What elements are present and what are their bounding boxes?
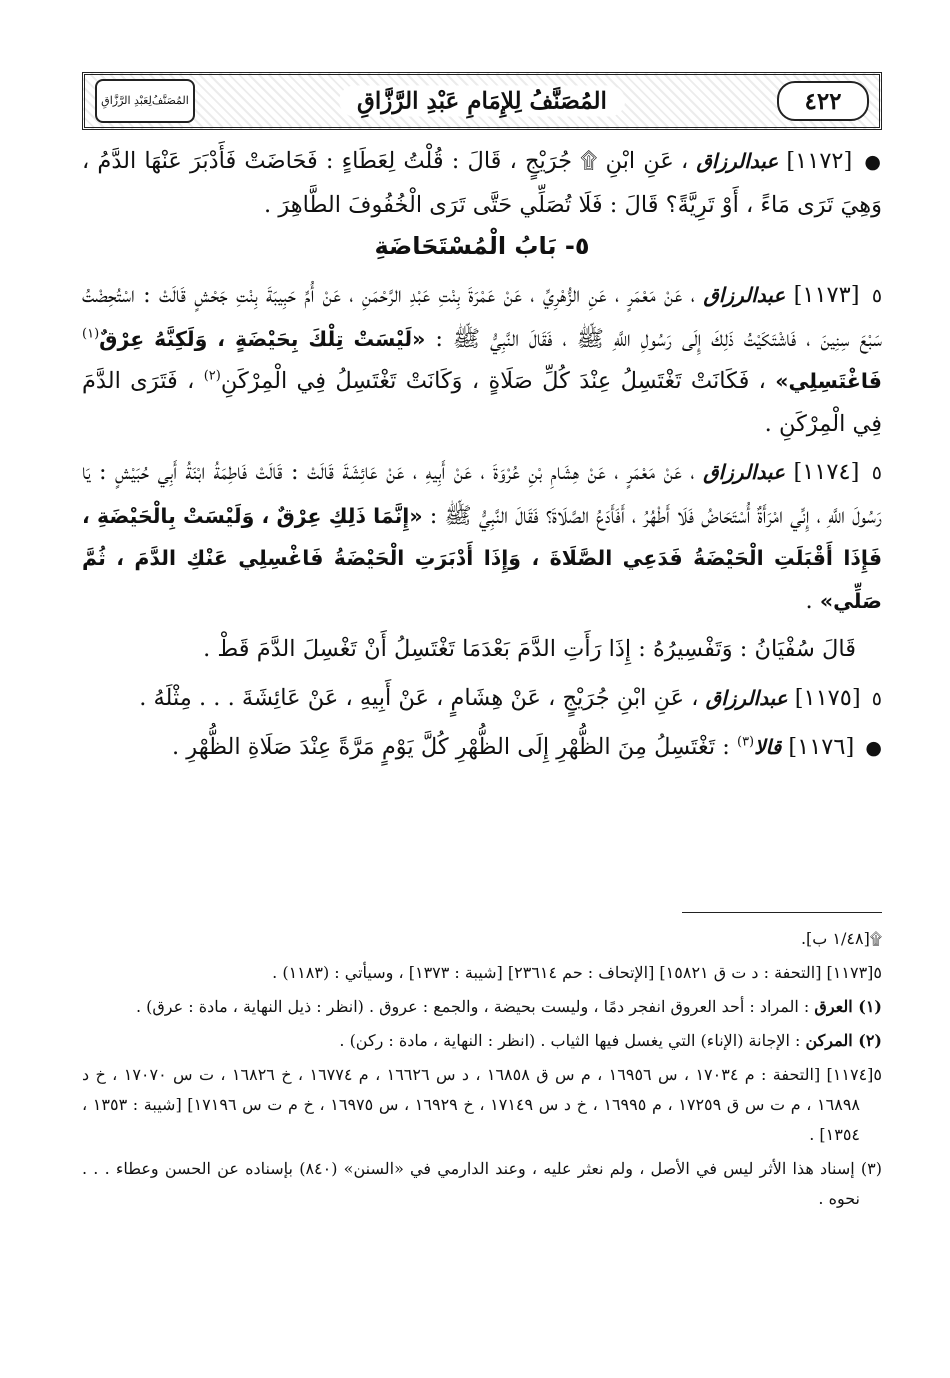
narrator-name: عبدالرزاق: [703, 283, 786, 307]
hadith-1176: [82, 726, 882, 770]
hadith-1174: [82, 451, 882, 622]
footnote-1174-sources: ٥[١١٧٤] [التحفة : م ١٧٠٣٤ ، س ١٦٩٥٦ ، م س ق ١٦٨٥٨ ، د س ١٦٦٢٦ ، م ١٦٧٧٤ ، خ ١٦٨٢٦ ، ت س ١٧٠٧٠ ، خ د ١٦٨٩٨ ، م ت س ق ١٧٢٥٩ ، م ١٦٩٩٥ ، خ د س ١٧١٤٩ ، خ ١٦٩٢٩ ، س ١٦٩٧٥ ، خ م ت س ١٧١٩٦] [شيبة : ١٣٥٣ ، ١٣٥٤] .: [82, 1065, 883, 1144]
circle-marker: ٥: [871, 462, 882, 484]
hadith-text-end: .: [805, 587, 813, 614]
footnote-2: [82, 1026, 882, 1056]
hadith-text: ، عَنِ ابْنِ ۩ جُرَيْجٍ ، قَالَ : قُلْتُ لِعَطَاءٍ : فَحَاضَتْ فَأَدْبَرَ عَنْهَا الدَّمُ ، وَهِيَ تَرَى مَاءً ، أَوْ تَرِيَّةً؟ قَالَ : فَلَا تُصَلِّي حَتَّى تَرَى الْخُفُوفَ الطَّاهِرَ .: [82, 148, 882, 218]
footnote-1-term: (١) العرق: [814, 997, 882, 1016]
footnote-ref-2: (٢): [203, 368, 221, 384]
hadith-number: [١١٧٤]: [793, 459, 860, 485]
bullet-marker: ●: [864, 151, 882, 173]
hadith-number: [١١٧٥]: [794, 684, 861, 711]
hadith-text: : تَغْتَسِلُ مِنَ الظُّهْرِ إِلَى الظُّهْرِ كُلَّ يَوْمٍ مَرَّةً عِنْدَ صَلَاةِ الظُّهْرِ .: [171, 734, 730, 760]
book-emblem: [95, 79, 195, 123]
hadith-text: ، عَنْ مَعْمَرٍ ، عَنِ الزُّهْرِيِّ ، عَنْ عَمْرَةَ بِنْتِ عَبْدِ الرَّحْمَنِ ، عَنْ أُمِّ حَبِيبَةَ بِنْتِ جَحْشٍ قَالَتْ : اسْتُحِضْتُ سَبْعَ سِنِينَ ، فَاشْتَكَيْتُ ذَلِكَ إِلَى رَسُولِ اللَّهِ ﷺ ، فَقَالَ النَّبِيُّ ﷺ :: [82, 282, 882, 352]
footnote-2-term: (٢) المركن: [805, 1031, 882, 1050]
footnote-divider: [682, 912, 882, 913]
folio-note: ۩[١/٤٨ ب].: [800, 929, 882, 948]
hadith-1172: [82, 140, 882, 226]
hadith-1175: [82, 677, 882, 721]
prophetic-saying: «إِنَّمَا ذَلِكِ عِرْقٌ ، وَلَيْسَتْ بِالْحَيْضَةِ ، فَإِذَا أَقْبَلَتِ الْحَيْضَةُ فَدَعِي الصَّلَاةَ ، وَإِذَا أَدْبَرَتِ الْحَيْضَةُ فَاغْسِلِي عَنْكِ الدَّمَ ، ثُمَّ صَلِّي»: [82, 503, 882, 613]
hadith-number: [١١٧٦]: [788, 734, 855, 760]
emblem-line-1: المُصَنَّفُ: [151, 93, 189, 107]
footnote-ref-1: (١): [82, 326, 100, 341]
footnote-1: [82, 992, 882, 1022]
footnote-ref-3: (٣): [736, 734, 755, 750]
hadith-text: ، عَنِ ابْنِ جُرَيْجٍ ، عَنْ هِشَامٍ ، عَنْ أَبِيهِ ، عَنْ عَائِشَةَ . . . مِثْلَهُ .: [139, 684, 699, 711]
circle-marker: ٥: [871, 687, 882, 710]
narrator-name: عبدالرزاق: [703, 460, 785, 484]
book-title: المُصَنَّفُ لِلإِمَامِ عَبْدِ الرَّزَّاقِ: [339, 86, 625, 117]
footnotes: [82, 924, 882, 1218]
page-number: ٤٢٢: [777, 81, 869, 121]
sufyan-commentary: قَالَ سُفْيَانُ : وَتَفْسِيرُهُ : إِذَا رَأَتِ الدَّمَ بَعْدَمَا تَغْتَسِلُ أَنْ تَغْسِلَ الدَّمَ قَطْ .: [203, 636, 856, 662]
footnote-3: (٣) إسناد هذا الأثر ليس في الأصل ، ولم نعثر عليه ، وعند الدارمي في «السنن» (٨٤٠) بإسناده عن الحسن وعطاء . . . نحوه .: [82, 1159, 882, 1208]
hadith-text: ، عَنْ مَعْمَرٍ ، عَنْ هِشَامِ بْنِ عُرْوَةَ ، عَنْ أَبِيهِ ، عَنْ عَائِشَةَ قَالَتْ : قَالَتْ فَاطِمَةُ ابْنَةُ أَبِي حُبَيْشٍ : يَا رَسُولَ اللَّهِ ، إِنِّي امْرَأَةٌ أُسْتَحَاضُ فَلَا أَطْهُرُ ، أَفَأَدَعُ الصَّلَاةَ؟ فَقَالَ النَّبِيُّ ﷺ :: [82, 459, 883, 529]
narrator-name: قالا: [754, 735, 782, 759]
emblem-line-2: لِعَبْدِ الرَّزَّاقِ: [101, 93, 152, 107]
hadith-text-continued: ، فَكَانَتْ تَغْتَسِلُ عِنْدَ كُلِّ صَلَاةٍ ، وَكَانَتْ تَغْتَسِلُ فِي الْمِرْكَنِ: [220, 368, 766, 394]
footnote-1173-sources: ٥[١١٧٣] [التحفة : د ت ق ١٥٨٢١] [الإتحاف : حم ٢٣٦١٤] [شيبة : ١٣٧٣] ، وسيأتي : (١١٨٣) .: [272, 963, 882, 982]
footnote-1-text: : المراد : أحد العروق انفجر دمًا ، وليست بحيضة ، والجمع : عروق . (انظر : ذيل النهاية ، مادة : عرق) .: [135, 997, 810, 1016]
chapter-heading: ٥- بَابُ الْمُسْتَحَاضَةِ: [374, 232, 590, 260]
main-text: [82, 140, 882, 776]
hadith-number: [١١٧٢]: [786, 148, 853, 174]
hadith-1173: [82, 274, 882, 445]
circle-marker: ٥: [871, 285, 883, 307]
running-header: [82, 72, 882, 130]
hadith-text-end: ، فَتَرَى الدَّمَ فِي الْمِرْكَنِ .: [82, 368, 882, 437]
prophetic-saying: «لَيْسَتْ تِلْكَ بِحَيْضَةٍ ، وَلَكِنَّهُ عِرْقٌ: [99, 326, 426, 351]
narrator-name: عبدالرزاق: [696, 149, 779, 173]
bullet-marker: ●: [865, 737, 882, 759]
narrator-name: عبدالرزاق: [705, 685, 788, 710]
hadith-number: [١١٧٣]: [793, 282, 860, 308]
footnote-2-text: : الإجانة (الإناء) التي يغسل فيها الثياب . (انظر : النهاية ، مادة : ركن) .: [339, 1031, 801, 1050]
prophetic-saying-end: فَاغْتَسِلِي»: [775, 369, 882, 393]
